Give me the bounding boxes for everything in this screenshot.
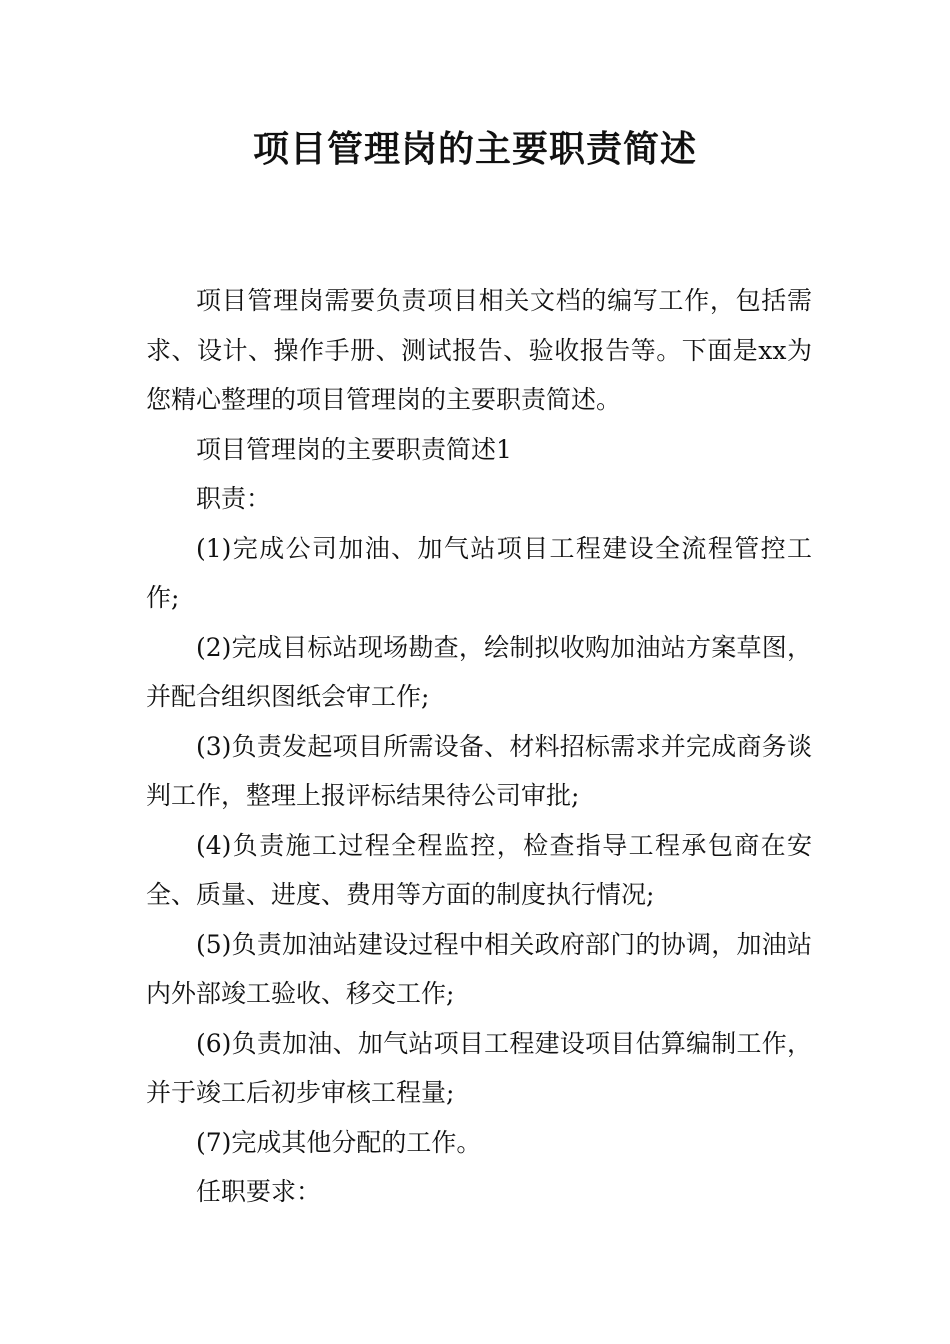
document-body	[146, 276, 812, 1217]
section-heading: 项目管理岗的主要职责简述1	[196, 434, 512, 464]
intro-paragraph: 项目管理岗需要负责项目相关文档的编写工作，包括需求、设计、操作手册、测试报告、验收报告等。下面是xx为您精心整理的项目管理岗的主要职责简述。	[146, 286, 812, 414]
document-title: 项目管理岗的主要职责简述	[252, 129, 697, 170]
duty-item-4: (4)负责施工过程全程监控，检查指导工程承包商在安全、质量、进度、费用等方面的制度执行情况;	[146, 830, 812, 909]
duties-heading: 职责：	[196, 484, 272, 513]
duty-item-7: (7)完成其他分配的工作。	[196, 1127, 482, 1157]
duty-item-2: (2)完成目标站现场勘查，绘制拟收购加油站方案草图，并配合组织图纸会审工作;	[146, 632, 812, 711]
duty-item-3: (3)负责发起项目所需设备、材料招标需求并完成商务谈判工作，整理上报评标结果待公司审批;	[146, 731, 812, 810]
requirements-heading: 任职要求：	[196, 1177, 322, 1206]
duty-item-5: (5)负责加油站建设过程中相关政府部门的协调，加油站内外部竣工验收、移交工作;	[146, 929, 812, 1008]
duty-item-1: (1)完成公司加油、加气站项目工程建设全流程管控工作;	[146, 533, 812, 612]
duty-item-6: (6)负责加油、加气站项目工程建设项目估算编制工作，并于竣工后初步审核工程量;	[146, 1028, 812, 1107]
